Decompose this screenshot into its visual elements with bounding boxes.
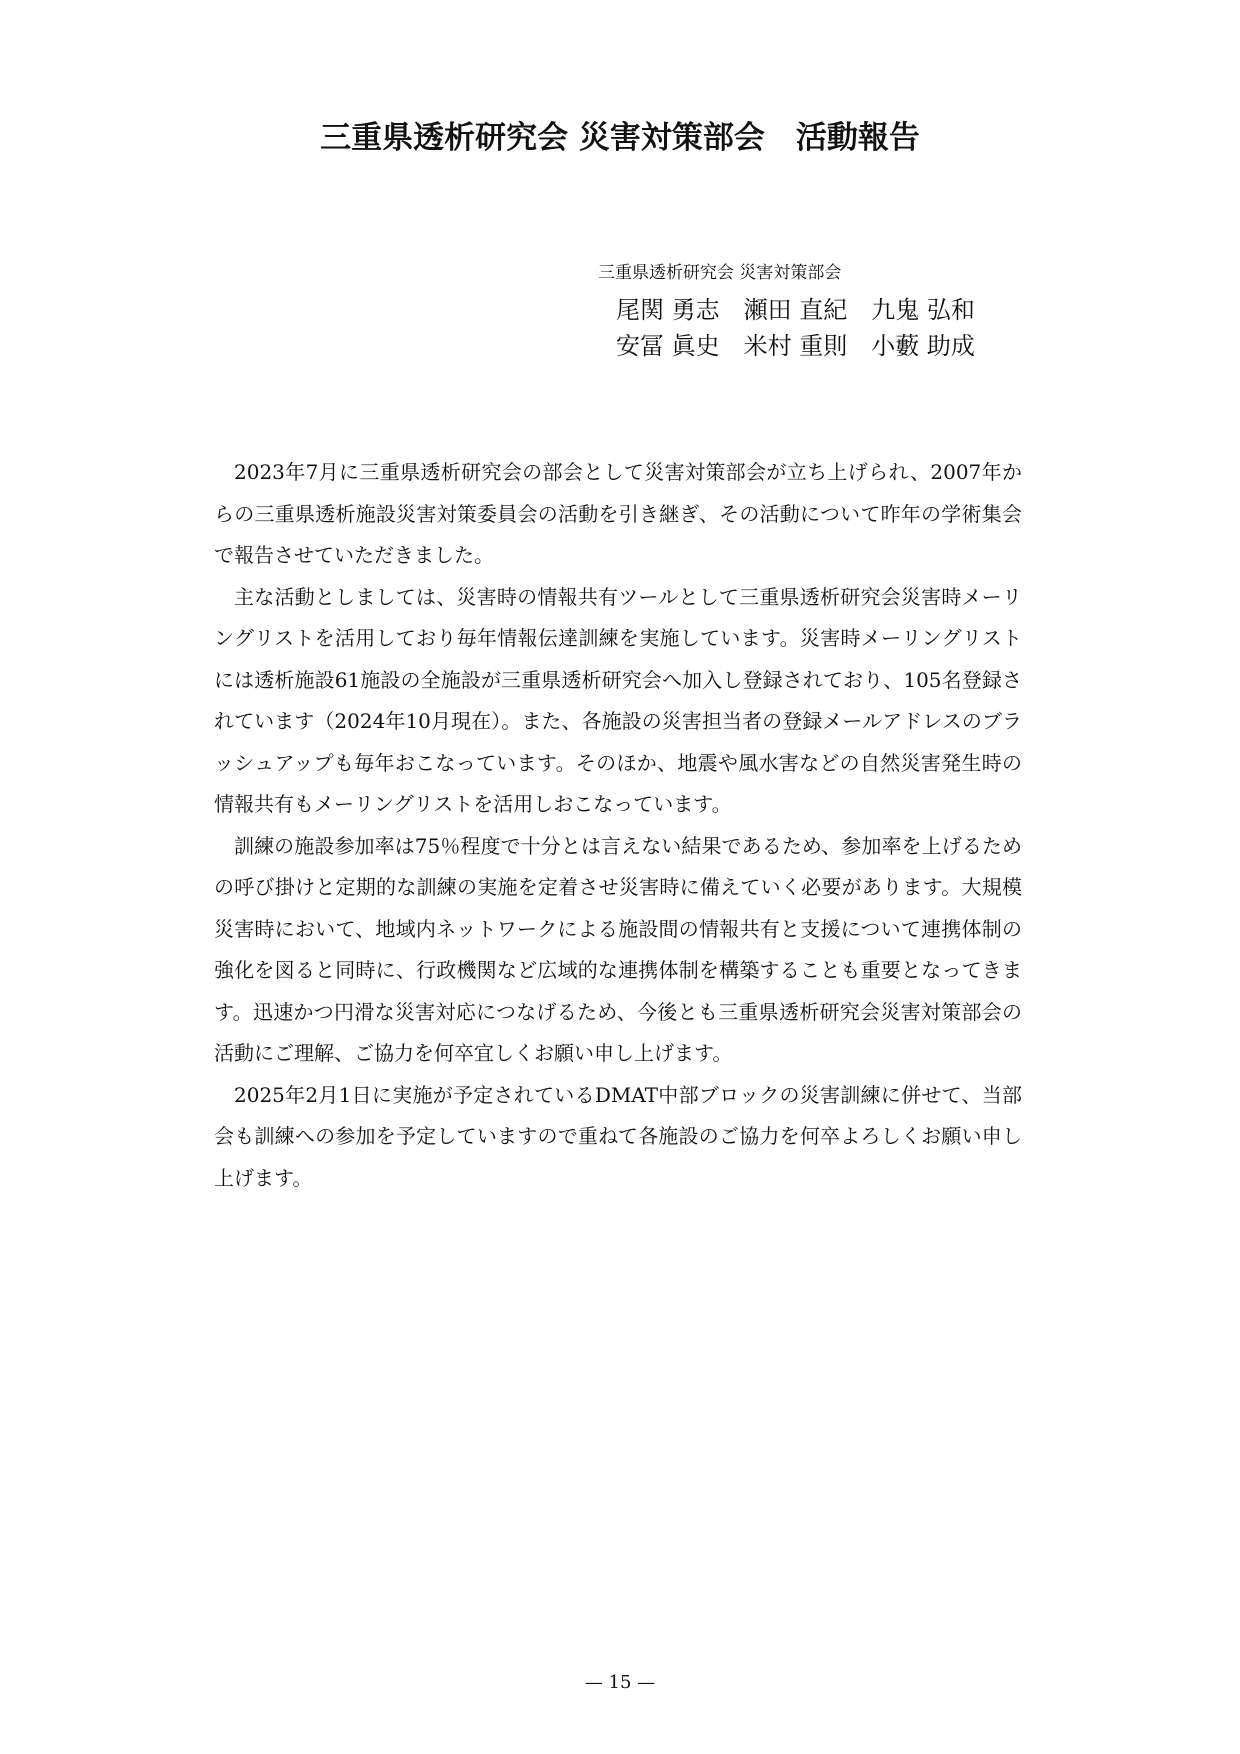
paragraph: 2025年2月1日に実施が予定されているDMAT中部ブロックの災害訓練に併せて、当部会も訓練への参加を予定していますので重ねて各施設のご協力を何卒よろしくお願い申し上げます。: [214, 1082, 1022, 1190]
paragraph: 訓練の施設参加率は75％程度で十分とは言えない結果であるため、参加率を上げるための呼び掛けと定期的な訓練の実施を定着させ災害時に備えていく必要があります。大規模災害時において、地域内ネットワークによる施設間の情報共有と支援について連携体制の強化を図ると同時に、行政機関など広域的な連携体制を構築することも重要となってきます。迅速かつ円滑な災害対応につなげるため、今後とも三重県透析研究会災害対策部会の活動にご理解、ご協力を何卒宜しくお願い申し上げます。: [214, 833, 1022, 1065]
paragraph: 主な活動としましては、災害時の情報共有ツールとして三重県透析研究会災害時メーリングリストを活用しており毎年情報伝達訓練を実施しています。災害時メーリングリストには透析施設61施設の全施設が三重県透析研究会へ加入し登録されており、105名登録されています（2024年10月現在）。また、各施設の災害担当者の登録メールアドレスのブラッシュアップも毎年おこなっています。そのほか、地震や風水害などの自然災害発生時の情報共有もメーリングリストを活用しおこなっています。: [214, 584, 1022, 816]
author-row: 安冨 眞史 米村 重則 小藪 助成: [616, 332, 975, 360]
page-title: 三重県透析研究会 災害対策部会 活動報告: [320, 120, 920, 156]
author-names: [616, 292, 975, 364]
author-organization: 三重県透析研究会 災害対策部会: [598, 263, 842, 283]
page-number: — 15 —: [584, 1672, 656, 1693]
paragraph: 2023年7月に三重県透析研究会の部会として災害対策部会が立ち上げられ、2007年からの三重県透析施設災害対策委員会の活動を引き継ぎ、その活動について昨年の学術集会で報告させていただきました。: [214, 460, 1022, 567]
author-row: 尾関 勇志 瀬田 直紀 九鬼 弘和: [616, 296, 975, 324]
report-body: [214, 452, 1022, 1199]
